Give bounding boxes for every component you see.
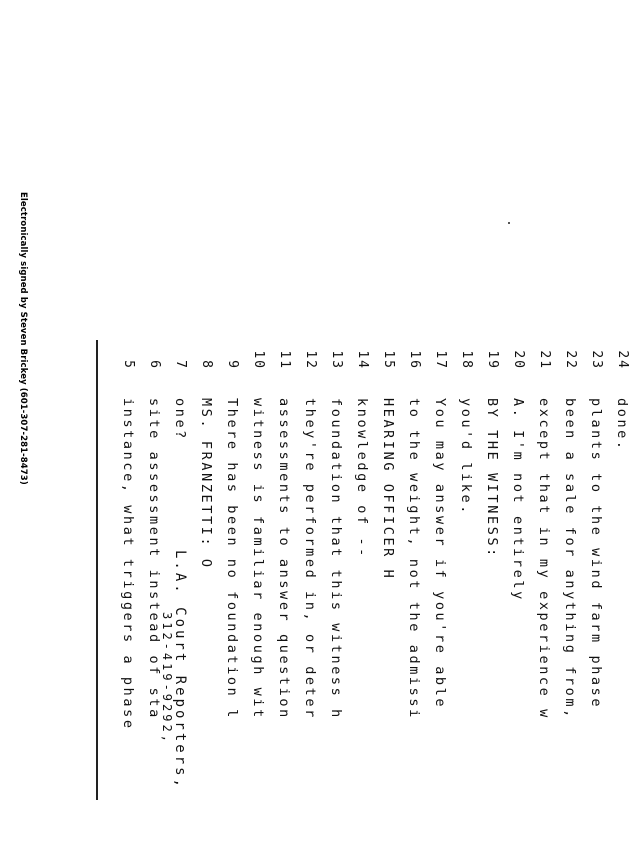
electronic-signature-stamp (14, 192, 28, 572)
line-text: assessments to answer question (276, 398, 292, 720)
line-number: 21 (537, 350, 552, 370)
line-number: 9 (225, 360, 240, 370)
transcript-line (136, 340, 162, 800)
transcript-line (474, 340, 500, 800)
line-text: plants to the wind farm phase (588, 398, 604, 710)
line-text: been a sale for anything from, (562, 398, 578, 720)
line-number: 15 (381, 350, 396, 370)
page-footer (160, 550, 188, 850)
transcript-line (500, 340, 526, 800)
line-text: instance, what triggers a phase (120, 398, 136, 731)
line-text: except that in my experience w (536, 398, 552, 720)
transcript-line (370, 340, 396, 800)
line-text: MS. FRANZETTI: O (198, 398, 214, 570)
line-number: 12 (303, 350, 318, 370)
court-reporter-name: L.A. Court Reporters, (172, 550, 188, 791)
stamp-text: Electronically signed by Steven Brickey (601-307-281-8473) (18, 192, 28, 485)
line-text: you'd like. (458, 398, 474, 517)
line-number: 5 (121, 360, 136, 370)
line-text: to the weight, not the admissi (406, 398, 422, 720)
scan-speck (508, 222, 510, 224)
line-text: witness is familiar enough wit (250, 398, 266, 720)
line-text: knowledge of -- (354, 398, 370, 559)
line-number: 8 (199, 360, 214, 370)
transcript-line (266, 340, 292, 800)
line-text: You may answer if you're able (432, 398, 448, 710)
line-text: site assessment instead of sta (146, 398, 162, 720)
line-number: 11 (277, 350, 292, 370)
line-text: There has been no foundation l (224, 398, 240, 720)
transcript-line (188, 340, 214, 800)
transcript-line (344, 340, 370, 800)
transcript-line (292, 340, 318, 800)
line-text: foundation that this witness h (328, 398, 344, 720)
line-number: 19 (485, 350, 500, 370)
transcript-line (318, 340, 344, 800)
line-text: they're performed in, or deter (302, 398, 318, 720)
transcript-line (240, 340, 266, 800)
transcript-line (604, 340, 630, 800)
line-text: done. (614, 398, 630, 452)
line-number: 6 (147, 360, 162, 370)
line-text: HEARING OFFICER H (380, 398, 396, 581)
line-number: 24 (615, 350, 630, 370)
line-number: 22 (563, 350, 578, 370)
line-number: 14 (355, 350, 370, 370)
line-number: 18 (459, 350, 474, 370)
line-number: 17 (433, 350, 448, 370)
line-number: 10 (251, 350, 266, 370)
line-text: A. I'm not entirely (510, 398, 526, 602)
transcript-line (552, 340, 578, 800)
transcript-line (578, 340, 604, 800)
page-border (96, 340, 98, 800)
line-number: 7 (173, 360, 188, 370)
transcript-line (396, 340, 422, 800)
transcript-line (110, 340, 136, 800)
court-reporter-phone: 312-419-9292, (160, 612, 174, 745)
transcript-line (422, 340, 448, 800)
transcript-line (214, 340, 240, 800)
line-number: 13 (329, 350, 344, 370)
line-number: 23 (589, 350, 604, 370)
transcript-page (98, 340, 630, 800)
line-number: 16 (407, 350, 422, 370)
line-number: 20 (511, 350, 526, 370)
line-text: BY THE WITNESS: (484, 398, 500, 559)
transcript-line (526, 340, 552, 800)
line-text: one? (172, 398, 188, 441)
transcript-line (448, 340, 474, 800)
